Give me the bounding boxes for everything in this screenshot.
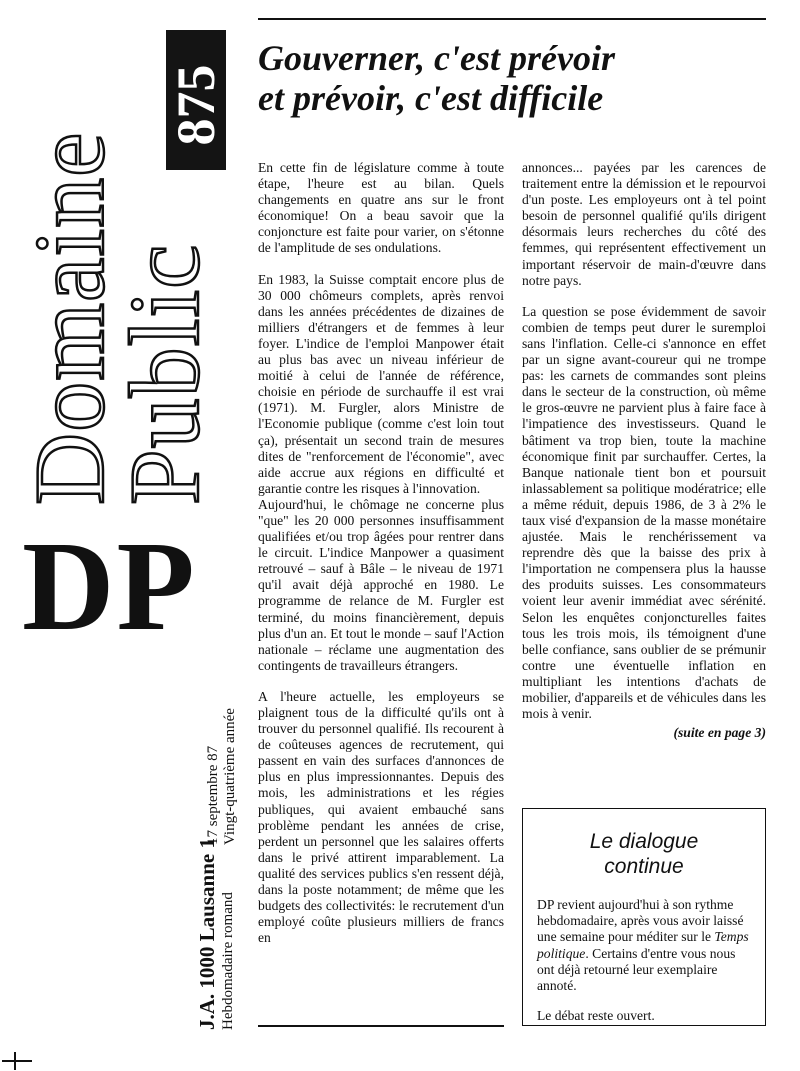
bottom-rule <box>258 1025 504 1027</box>
dp-logo: DP <box>22 515 197 657</box>
corner-crop-mark <box>2 1060 32 1062</box>
imprint-date: 17 septembre 87 <box>205 745 221 845</box>
article-column-1 <box>258 160 504 961</box>
box-closing: Le débat reste ouvert. <box>537 1008 655 1024</box>
issue-number: 875 <box>166 64 226 146</box>
masthead-domaine: Domaine <box>14 131 125 505</box>
top-rule <box>258 18 766 20</box>
article-headline <box>258 38 768 118</box>
box-body-text-end: . Certains d'entre vous nous ont déjà retourné leur exemplaire annoté. <box>537 945 736 994</box>
box-title-line-1: Le dialogue <box>589 830 699 853</box>
paragraph: Aujourd'hui, le chômage ne concerne plus "que" les 20 000 personnes insuffisamment qualifiées et/ou trop âgées pour rentrer dans le circuit. L'indice Manpower a quasiment retrouvé – sauf à Bâle – le niveau de 1971 qu'il avait déjà approché en 1980. Le programme de relance de M. Furgler est terminé, du moins financièrement, depuis plus d'un an. Et tout le monde – sauf l'Action nationale – réclame une augmentation des contingents de travailleurs étrangers. <box>258 496 504 673</box>
paragraph: annonces... payées par les carences de traitement entre la démission et le repourvoi d'un poste. Les employeurs ont à tel point besoin de personnel qualifié qu'ils dirigent désormais leurs recherches du côté des femmes, qui représentent effectivement un important réservoir de main-d'œuvre dans notre pays. <box>522 160 766 288</box>
paragraph: La question se pose évidemment de savoir combien de temps peut durer le suremploi sans l'inflation. Celle-ci s'annonce en effet par un signe avant-coureur qui ne trompe pas: les carnets de commandes sont pleins dans le secteur de la construction, où même le gros-œuvre ne parvient plus à faire face à l'impatience des investisseurs. Quand le bâtiment va trop bien, toute la machine économique finit par surchauffer. Certes, la Banque nationale tient bon et poursuit inlassablement sa politique modératrice; elle a même réduit, depuis 1986, de 3 à 2% le taux visé d'expansion de la masse monétaire ajustée. Mais le renchérissement va reprendre dès que la baisse des prix à l'importation ne compensera plus la hausse des produits suisses. Les consommateurs voient leur avenir immédiat avec sérénité. Selon les enquêtes conjoncturelles faites tous les trois mois, ils témoignent d'une belle confiance, sans oublier de se prémunir contre une éventuelle inflation en multipliant les intentions d'achats de mobilier, d'appareils et de véhicules dans les mois à venir. <box>522 303 766 722</box>
imprint-frequency: Hebdomadaire romand <box>220 892 236 1030</box>
box-body-text: DP revient aujourd'hui à son rythme hebdomadaire, après vous avoir laissé une semaine pour méditer sur le <box>537 897 744 945</box>
imprint-year: Vingt-quatrième année <box>222 708 238 845</box>
headline-line-2: et prévoir, c'est difficile <box>258 78 604 118</box>
imprint-address: J.A. 1000 Lausanne 1 <box>195 838 219 1030</box>
dialogue-box <box>522 808 766 1026</box>
box-body-italic: Temps politique <box>537 929 749 961</box>
masthead-public: Public <box>109 243 220 505</box>
paragraph: En 1983, la Suisse comptait encore plus de 30 000 chômeurs complets, après renvoi dans les années précédentes de dizaines de milliers d'étrangers et de femmes à leur foyer. L'indice de l'emploi Manpower était au plus bas avec un niveau inférieur de moitié à celui de l'année de référence, choisie en période de surchauffe il est vrai (1971). M. Furgler, alors Ministre de l'Economie publique (comme c'est loin tout ça), présentait un second train de mesures dites de "renforcement de l'économie", avec aide accrue aux régions en difficulté et garantie contre les risques à l'innovation. <box>258 271 504 496</box>
box-title <box>537 829 751 879</box>
paragraph: En cette fin de législature comme à toute étape, l'heure est au bilan. Quels changements en quatre ans sur le front économique! On a beau savoir que la conjoncture est faite pour varier, on s'étonne de l'amplitude de ses ondulations. <box>258 160 504 256</box>
article-column-2 <box>522 160 766 741</box>
paragraph: A l'heure actuelle, les employeurs se plaignent tous de la difficulté qu'ils ont à trouver du personnel qualifié. Ils recourent à de coûteuses agences de recrutement, qui passent en vain des surfaces d'annonces de plus en plus impressionnantes. Depuis des mois, les administrations et les régies publiques, qui avaient embauché sans problème pendant les années de crise, perdent un personnel que les salaires offerts dans le privé attirent imparablement. La qualité des services publics s'en ressent déjà, dans la poste notamment; de même que les budgets des collectivités: le recrutement d'un employé coûte plusieurs milliers de francs en <box>258 688 504 946</box>
issue-number-box <box>166 30 226 170</box>
continued-note: (suite en page 3) <box>673 725 766 741</box>
box-body <box>537 897 751 994</box>
box-title-line-2: continue <box>604 855 684 878</box>
headline-line-1: Gouverner, c'est prévoir <box>258 38 615 78</box>
corner-crop-tick <box>14 1052 16 1070</box>
